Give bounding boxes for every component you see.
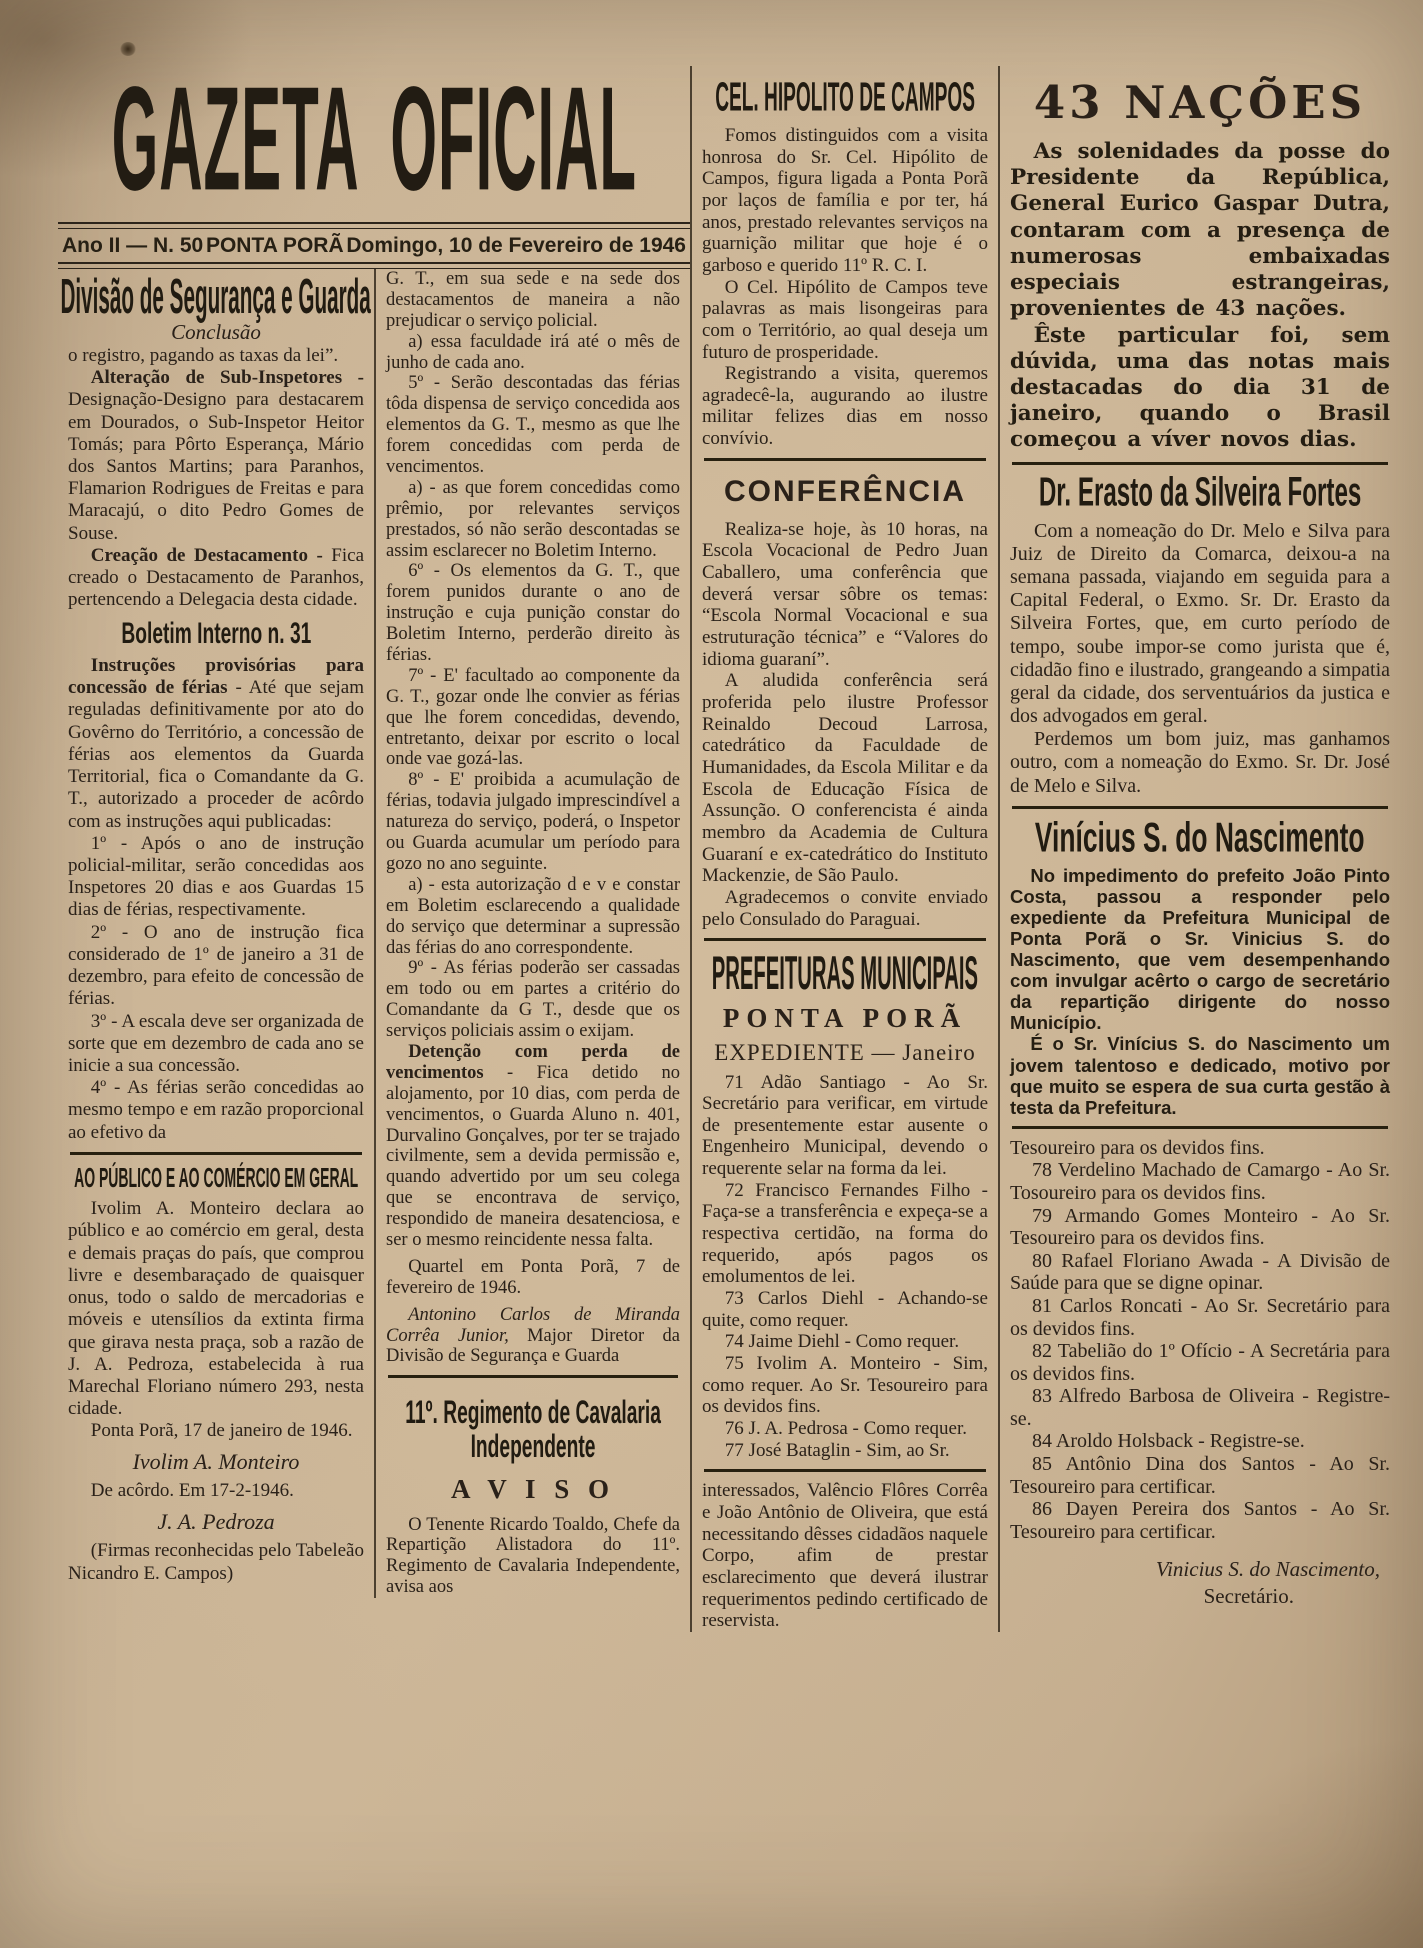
list-item: 3º - A escala deve ser organizada de sorte que em dezembro de cada ano se inicie a sua concessão. — [68, 1010, 364, 1076]
signature-rest: Major Diretor da Divisão de Segurança e Guarda — [386, 1325, 680, 1367]
boletim-heading: Boletim Interno n. 31 — [121, 616, 311, 650]
conferencia-heading-wrap — [702, 475, 988, 509]
list-item: 4º - As férias serão concedidas ao mesmo tempo e em razão proporcional ao efetivo da — [68, 1077, 364, 1143]
expediente-list — [702, 1072, 988, 1462]
expediente-item: Tesoureiro para os devidos fins. — [1010, 1136, 1265, 1159]
paragraph: a) - as que forem concedidas como prêmio, por relevantes serviços prestados, só não serão descontadas se assim esclarecer no Boletim Interno. — [386, 477, 680, 561]
hipolito-headline-wrap — [702, 74, 988, 121]
paragraph: As solenidades da posse do Presidente da República, General Eurico Gaspar Dutra, contaram com a presença de numerosas embaixadas especiais estrangeiras, provenientes de 43 nações. — [1010, 139, 1390, 322]
masthead-edition: Ano II — N. 50 — [62, 234, 204, 257]
paragraph: O Cel. Hipólito de Campos teve palavras as mais lisongeiras para com o Território, ao qual deseja um futuro de prosperidade. — [702, 276, 988, 363]
paragraph-text: Fica creado o Destacamento de Paranhos, pertencendo a Delegacia desta cidade. — [68, 544, 364, 611]
paragraph: Realiza-se hoje, às 10 horas, na Escola Vocacional de Pedro Juan Caballero, uma conferência que deverá versar sôbre os temas: “Escola Normal Vocacional e sua estruturação técnica” e “Valores do idioma guaraní”. — [702, 518, 988, 670]
column-4 — [998, 66, 1400, 1632]
ink-stain-decoration — [120, 42, 136, 56]
paragraph: De acôrdo. Em 17-2-1946. — [90, 1480, 294, 1502]
aviso-heading-wrap — [386, 1474, 680, 1505]
vinicius-headline-wrap — [1010, 814, 1390, 861]
expediente-item: 72 Francisco Fernandes Filho - Faça-se a transferência e expeça-se a respectiva certidão, na forma do requerido, após pagos os emolumentos de lei. — [702, 1179, 988, 1288]
expediente-item: 84 Aroldo Holsback - Registre-se. — [1032, 1430, 1305, 1453]
paragraph: No impedimento do prefeito João Pinto Costa, passou a responder pelo expediente da Prefeitura Municipal de Ponta Porã o Sr. Vinicius S. do Nascimento, que vem desempenhando com invulgar acêrto o cargo de secretário da repartição dirigente do nosso Município. — [1010, 864, 1390, 1034]
paragraph-lead: Detenção com perda de vencimentos — [386, 1041, 680, 1083]
paragraph: A aludida conferência será proferida pelo ilustre Professor Reinaldo Decoud Larrosa, catedrático da Faculdade de Humanidades, da Escola Militar e da Escola de Educação Física de Assunção. O conferencista é ainda membro da Academia de Cultura Guaraní e ex-catedrático do Instituto Mackenzie, de São Paulo. — [702, 670, 988, 887]
expediente-list-continued — [1010, 1137, 1390, 1544]
masthead-rule-top — [58, 222, 690, 229]
paragraph: 6º - Os elementos da G. T., que forem punidos durante o ano de instrução e cuja punição constar do Boletim Interno, perderão direito às férias. — [386, 561, 680, 666]
expediente-item: 77 José Bataglin - Sim, ao Sr. — [724, 1439, 950, 1461]
publico-heading: AO PÚBLICO E AO COMÉRCIO EM GERAL — [73, 1161, 359, 1193]
divider-rule — [388, 1375, 678, 1378]
paragraph: a) - esta autorização d e v e constar em Boletim esclarecendo a qualidade do serviço que determinar a supressão das férias do ano correspondente. — [386, 874, 680, 958]
hipolito-text — [702, 125, 988, 450]
nacoes-headline: 43 NAÇÕES — [1033, 76, 1367, 129]
nacoes-headline-wrap — [1010, 76, 1390, 129]
publico-heading-wrap — [68, 1163, 364, 1192]
divider-rule — [704, 1469, 986, 1472]
expediente-item: 74 Jaime Diehl - Como requer. — [724, 1331, 960, 1353]
list-item: 2º - O ano de instrução fica considerado de 1º de janeiro a 31 de dezembro, para efeito de concessão de férias. — [68, 921, 364, 1010]
expediente-item: 86 Dayen Pereira dos Santos - Ao Sr. Tesoureiro para certificar. — [1010, 1498, 1390, 1543]
expediente-item: 83 Alfredo Barbosa de Oliveira - Registre-se. — [1010, 1385, 1390, 1430]
conferencia-text — [702, 519, 988, 930]
erasto-headline: Dr. Erasto da Silveira Fortes — [1038, 469, 1362, 515]
paragraph: 9º - As férias poderão ser cassadas em todo ou em partes a critério do Comandante da G T., desde que os serviços policiais assim o exijam. — [386, 958, 680, 1042]
boletim-heading-wrap — [68, 618, 364, 650]
paragraph: Ponta Porã, 17 de janeiro de 1946. — [90, 1420, 353, 1442]
paragraph: o registro, pagando as taxas da lei”. — [68, 344, 339, 366]
signature-paragraph — [386, 1305, 680, 1368]
paragraph: 7º - E' facultado ao componente da G. T., gozar onde lhe convier as férias que lhe forem concedidas, devendo, entretanto, deixar por escrito o local onde vae gozá-las. — [386, 665, 680, 770]
ponta-pora-subhead: PONTA PORÃ — [722, 1002, 968, 1033]
masthead-dateline — [58, 229, 690, 262]
paragraph — [68, 545, 364, 612]
paragraph: (Firmas reconhecidas pelo Tabeleão Nicandro E. Campos) — [68, 1540, 364, 1584]
divider-rule — [1012, 462, 1388, 465]
page-content — [58, 56, 1400, 1632]
regimento-heading-wrap2 — [386, 1427, 680, 1464]
expediente-item: 81 Carlos Roncati - Ao Sr. Secretário para os devidos fins. — [1010, 1294, 1390, 1340]
vinicius-text — [1010, 865, 1390, 1118]
paragraph: 5º - Serão descontadas das férias tôda dispensa de serviço concedida aos elementos da G. T., mesmo as que lhe forem concedidas com perda de vencimentos. — [386, 373, 680, 478]
divider-rule — [70, 1152, 362, 1155]
prefeituras-headline-wrap — [702, 945, 988, 1000]
nacoes-text — [1010, 139, 1390, 454]
regimento-heading-line1: 11º. Regimento de Cavalaria — [405, 1394, 661, 1431]
masthead-title-wrap — [58, 56, 690, 221]
expediente-item: 71 Adão Santiago - Ao Sr. Secretário para verificar, em virtude de presentemente estar ausente o Engenheiro Municipal, devendo o requerente selar na forma da lei. — [702, 1071, 988, 1180]
signature-name: Antonino Carlos de Miranda Corrêa Junior, — [386, 1304, 680, 1346]
paragraph: 8º - E' proibida a acumulação de férias, todavia julgado imprescindível a natureza do serviço, poderá, o Inspetor ou Guarda acumular um período para gozo no ano seguinte. — [386, 770, 680, 874]
expediente-item: 85 Antônio Dina dos Santos - Ao Sr. Tesoureiro para certificar. — [1010, 1453, 1390, 1498]
conferencia-heading: CONFERÊNCIA — [723, 474, 966, 508]
column-2 — [374, 269, 690, 1598]
expediente-item: 80 Rafael Floriano Awada - A Divisão de Saúde para que se digne opinar. — [1010, 1249, 1390, 1295]
expediente-item: 82 Tabelião do 1º Ofício - A Secretária para os devidos fins. — [1010, 1340, 1390, 1385]
column-1 — [58, 269, 374, 1598]
article-divisao-headline-wrap — [60, 267, 372, 324]
masthead-date: Domingo, 10 de Fevereiro de 1946 — [346, 234, 686, 257]
paragraph-text: - Fica detido no alojamento, por 10 dias, com perda de vencimentos, o Guarda Aluno n. 401, Durvalino Gonçalves, por ter se trajado civilmente, sem a devida permissão e, quando advertido por um seu colega que se encontrava de serviço, respondido de maneira desatenciosa, e ser o mesmo reincidente nessa falta. — [386, 1062, 680, 1250]
divider-rule — [1012, 806, 1388, 809]
erasto-text — [1010, 520, 1390, 798]
left-half — [58, 56, 690, 1632]
paragraph: O Tenente Ricardo Toaldo, Chefe da Repartição Alistadora do 11º. Regimento de Cavalaria Independente, avisa aos — [386, 1514, 680, 1598]
paragraph: Perdemos um bom juiz, mas ganhamos outro, com a nomeação do Exmo. Sr. Dr. José de Melo e Silva. — [1010, 728, 1390, 797]
erasto-headline-wrap — [1010, 469, 1390, 515]
paragraph — [68, 655, 364, 833]
paragraph — [386, 1042, 680, 1251]
columns-1-2 — [58, 269, 690, 1598]
hipolito-headline: CEL. HIPOLITO DE CAMPOS — [715, 74, 975, 121]
aviso-heading: A V I S O — [450, 1473, 616, 1504]
signature-pedroza: J. A. Pedroza — [157, 1508, 275, 1534]
paragraph: Com a nomeação do Dr. Melo e Silva para Juiz de Direito da Comarca, deixou-a na semana passada, viajando em seguida para a Capital Federal, o Exmo. Sr. Dr. Erasto da Silveira Fortes, que, em curto período de tempo, soube impor-se como jurista que é, cidadão fino e ilustrado, grangeando a simpatia geral da cidade, dos serventuários da justica e dos advogados em geral. — [1010, 519, 1390, 728]
aviso-text — [386, 1515, 680, 1599]
secretary-signature-role: Secretário. — [1203, 1584, 1294, 1609]
paragraph: Agradecemos o convite enviado pelo Consulado do Paraguai. — [702, 886, 988, 930]
masthead-city: PONTA PORÃ — [205, 234, 344, 257]
article-divisao-headline: Divisão de Segurança e Guarda — [60, 267, 372, 324]
conclusion-note: Conclusão — [171, 320, 261, 345]
paragraph: Registrando a visita, queremos agradecê-la, augurando ao ilustre militar felizes dias em nosso convívio. — [702, 363, 988, 450]
divider-rule — [704, 938, 986, 941]
column-3 — [690, 66, 998, 1632]
column-2-text — [386, 269, 680, 1367]
expediente-item: 76 J. A. Pedrosa - Como requer. — [724, 1418, 968, 1439]
divider-rule — [1012, 1126, 1388, 1129]
expediente-item: 75 Ivolim A. Monteiro - Sim, como requer. Ao Sr. Tesoureiro para os devidos fins. — [702, 1353, 988, 1418]
paragraph: interessados, Valêncio Flôres Corrêa e João Antônio de Oliveira, que está necessitando dêsses cidadãos naquele Corpo, afim de prestar esclarecimento que deverá ilustrar requerimentos pedindo certificado de reservista. — [702, 1480, 988, 1632]
signature-ivolim: Ivolim A. Monteiro — [132, 1448, 300, 1474]
paragraph: Êste particular foi, sem dúvida, uma das notas mais destacadas do dia 31 de janeiro, quando o Brasil começou a víver novos dias. — [1010, 322, 1390, 453]
expediente-item: 79 Armando Gomes Monteiro - Ao Sr. Tesoureiro para os devidos fins. — [1010, 1204, 1390, 1250]
expediente-subhead-wrap — [702, 1040, 988, 1066]
masthead — [58, 56, 690, 269]
expediente-item: 73 Carlos Diehl - Achando-se quite, como requer. — [702, 1288, 988, 1331]
paragraph: Ivolim A. Monteiro declara ao público e ao comércio em geral, desta e demais praças do país, que comprou livre e desembaraçado de quaisquer onus, todo o saldo de mercadorias e móveis e utensílios da extinta firma que girava nesta praça, sob a razão de J. A. Pedroza, estabelecida à rua Marechal Floriano número 293, nesta cidade. — [68, 1198, 364, 1420]
list-item: 1º - Após o ano de instrução policial-militar, serão concedidas aos Inspetores 20 dias e aos Guardas 15 dias de férias, respectivamente. — [68, 832, 364, 921]
paragraph: É o Sr. Vinícius S. do Nascimento um jovem talentoso e dedicado, motivo por que muito se espera de sua curta gestão à testa da Prefeitura. — [1010, 1033, 1390, 1118]
expediente-subhead: EXPEDIENTE — Janeiro — [714, 1039, 976, 1065]
vinicius-headline: Vinícius S. do Nascimento — [1035, 814, 1365, 861]
paragraph: a) essa faculdade irá até o mês de junho de cada ano. — [386, 331, 680, 373]
divider-rule — [704, 458, 986, 461]
aviso-continuation — [702, 1480, 988, 1632]
expediente-item: 78 Verdelino Machado de Camargo - Ao Sr. Tosoureiro para os devidos fins. — [1010, 1159, 1390, 1204]
paragraph-lead: Alteração de Sub-Inspetores - — [90, 367, 364, 389]
ponta-pora-subhead-wrap — [702, 1003, 988, 1034]
paragraph: Fomos distinguidos com a visita honrosa do Sr. Cel. Hipólito de Campos, figura ligada a Ponta Porã por laços de família e por ter, há anos, prestado relevantes serviços na guarnição militar que hoje é o garboso e querido 11º R. C. I. — [702, 124, 988, 276]
paragraph-text: - Até que sejam reguladas definitivamente por ato do Govêrno do Território, a concessão de férias aos elementos da Guarda Territorial, fica o Comandante da G. T., autorizado a proceder de acôrdo com as instruções aqui publicadas: — [68, 677, 364, 832]
regimento-heading-wrap — [386, 1396, 680, 1430]
prefeituras-headline: PREFEITURAS MUNICIPAIS — [711, 945, 979, 1000]
paragraph: G. T., em sua sede e na sede dos destacamentos de maneira a não prejudicar o serviço policial. — [386, 269, 680, 331]
paragraph-lead: Instruções provisórias para concessão de férias — [68, 655, 364, 699]
paragraph: Quartel em Ponta Porã, 7 de fevereiro de 1946. — [386, 1256, 680, 1298]
masthead-title: GAZETA OFICIAL — [111, 56, 637, 221]
paragraph-lead: Creação de Destacamento - — [90, 544, 323, 566]
regimento-heading-line2: Independente — [470, 1427, 596, 1464]
secretary-signature-name: Vinicius S. do Nascimento, — [1155, 1557, 1380, 1582]
paragraph-text: Designação-Designo para destacarem em Dourados, o Sub-Inspetor Heitor Tomás; para Pôrto Esperança, Mário dos Santos Martins; para Paranhos, Flamarion Rodrigues de Freitas e para Maracajú, o dito Pedro Gomes de Souse. — [68, 389, 364, 544]
paragraph — [68, 367, 364, 545]
